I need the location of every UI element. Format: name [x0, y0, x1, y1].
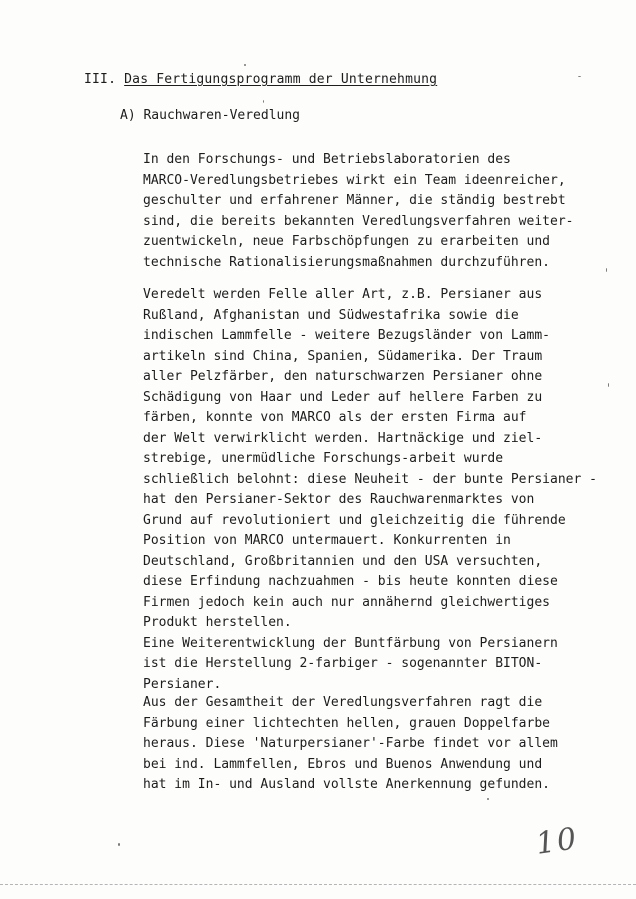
paragraph-naturpersianer: [143, 693, 558, 796]
text-line: färben, konnte von MARCO als der ersten Firma auf: [143, 410, 527, 425]
text-line: Veredelt werden Felle aller Art, z.B. Persianer aus: [143, 287, 543, 302]
scan-speck: [118, 843, 120, 846]
text-line: hat den Persianer-Sektor des Rauchwarenmarktes von: [143, 492, 535, 507]
text-line: technische Rationalisierungsmaßnahmen durchzuführen.: [143, 254, 550, 270]
text-line: zuentwickeln, neue Farbschöpfungen zu erarbeiten und: [143, 234, 550, 249]
scan-speck: [606, 268, 607, 272]
section-title: Das Fertigungsprogramm der Unternehmung: [124, 72, 438, 87]
scan-speck: [487, 798, 489, 800]
text-line: hat im In- und Ausland vollste Anerkennung gefunden.: [143, 777, 550, 792]
text-line: geschulter und erfahrener Männer, die ständig bestrebt: [143, 193, 566, 208]
text-line: Aus der Gesamtheit der Veredlungsverfahren ragt die: [143, 695, 543, 710]
text-line: diese Erfindung nachzuahmen - bis heute konnten diese: [143, 574, 558, 589]
section-heading: [84, 72, 437, 87]
scan-speck: [578, 76, 581, 77]
text-line: Färbung einer lichtechten hellen, grauen Doppelfarbe: [143, 715, 550, 731]
text-line: Schädigung von Haar und Leder auf hellere Farben zu: [143, 389, 543, 405]
text-line: der Welt verwirklicht werden. Hartnäckige und ziel-: [143, 430, 543, 446]
text-line: strebige, unermüdliche Forschungs-arbeit wurde: [143, 451, 504, 466]
text-line: indischen Lammfelle - weitere Bezugsländer von Lamm-: [143, 328, 550, 343]
page-number: 10: [533, 821, 581, 862]
text-line: Eine Weiterentwicklung der Buntfärbung von Persianern: [143, 635, 558, 651]
scan-speck: [244, 64, 246, 66]
text-line: schließlich belohnt: diese Neuheit - der bunte Persianer -: [143, 471, 597, 487]
text-line: Rußland, Afghanistan und Südwestafrika sowie die: [143, 307, 519, 323]
subsection-heading: A) Rauchwaren-Veredlung: [120, 108, 301, 123]
text-line: heraus. Diese 'Naturpersianer'-Farbe findet vor allem: [143, 736, 558, 751]
scan-speck: [608, 383, 609, 387]
text-line: ist die Herstellung 2-farbiger - sogenannter BITON-: [143, 656, 543, 671]
scan-speck: [263, 100, 264, 103]
text-line: Produkt herstellen.: [143, 615, 292, 630]
text-line: bei ind. Lammfellen, Ebros und Buenos Anwendung und: [143, 756, 543, 772]
text-line: aller Pelzfärber, den naturschwarzen Persianer ohne: [143, 369, 543, 384]
text-line: MARCO-Veredlungsbetriebes wirkt ein Team ideenreicher,: [143, 172, 566, 188]
text-line: sind, die bereits bekannten Veredlungsverfahren weiter-: [143, 213, 574, 229]
scan-bottom-edge: [0, 884, 636, 885]
text-line: Deutschland, Großbritannien und den USA versuchten,: [143, 553, 543, 569]
paragraph-furs: [143, 285, 597, 695]
text-line: Grund auf revolutioniert und gleichzeitig die führende: [143, 512, 566, 528]
text-line: In den Forschungs- und Betriebslaboratorien des: [143, 152, 511, 167]
text-line: Persianer.: [143, 676, 222, 692]
paragraph-intro: [143, 150, 573, 273]
text-line: Position von MARCO untermauert. Konkurrenten in: [143, 533, 511, 548]
text-line: artikeln sind China, Spanien, Südamerika. Der Traum: [143, 348, 543, 364]
text-line: Firmen jedoch kein auch nur annähernd gleichwertiges: [143, 594, 550, 610]
section-number: III.: [84, 72, 117, 87]
